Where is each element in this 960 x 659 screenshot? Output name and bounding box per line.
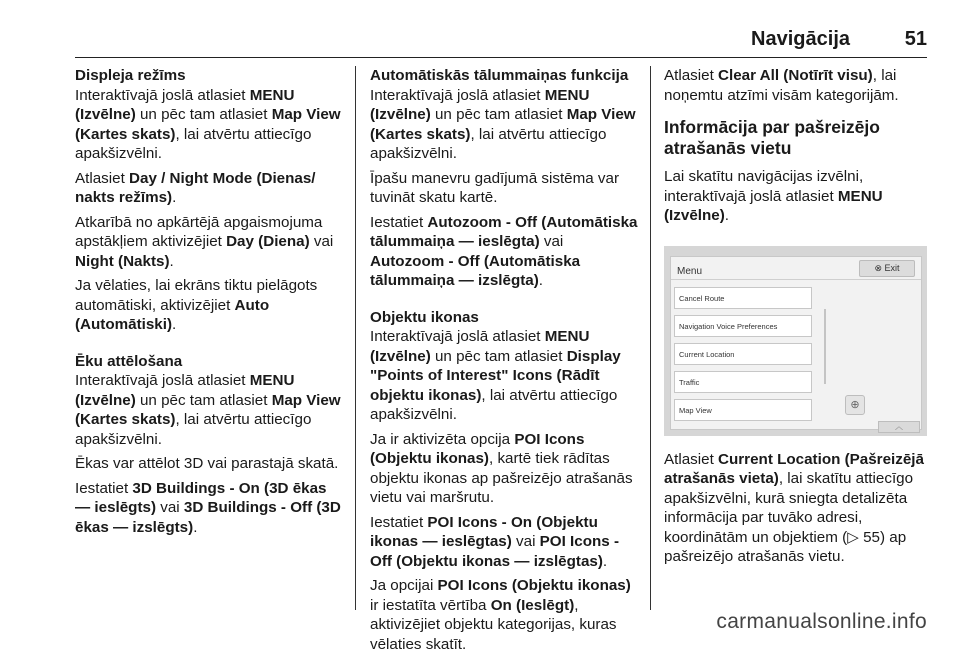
menu-item: Navigation Voice Preferences — [674, 315, 812, 337]
paragraph: Atlasiet Day / Night Mode (Dienas/ nakts režīms). — [75, 169, 316, 206]
paragraph: Atlasiet Clear All (Notīrīt visu), lai noņemtu atzīmi visām kategorijām. — [664, 67, 899, 104]
menu-item: Traffic — [674, 371, 812, 393]
menu-screenshot — [664, 246, 927, 436]
column-3 — [664, 66, 927, 572]
infotainment-screen — [670, 256, 922, 430]
menu-item: Cancel Route — [674, 287, 812, 309]
heading-autozoom: Automātiskās tālummaiņas funkcija — [370, 67, 629, 84]
paragraph: Ja ir aktivizēta opcija POI Icons (Objektu ikonas), kartē tiek rādītas objektu ikonas ap pašreizējo atrašanās vietu vai maršrutu. — [370, 430, 633, 506]
paragraph: Lai skatītu navigācijas izvēlni, interaktīvajā joslā atlasiet MENU (Izvēlne). — [664, 168, 883, 224]
page-number: 51 — [904, 28, 927, 50]
paragraph: Interaktīvajā joslā atlasiet MENU (Izvēlne) un pēc tam atlasiet Map View (Kartes skats), lai atvērtu attiecīgo apakšizvēlni. — [75, 372, 341, 448]
heading-poi-icons: Objektu ikonas — [370, 308, 479, 326]
section-title: Navigācija — [751, 28, 850, 50]
column-divider — [650, 66, 651, 610]
watermark: carmanualsonline.info — [716, 610, 927, 633]
exit-button: ⊗ Exit — [859, 260, 915, 277]
header-rule — [75, 57, 927, 58]
heading-display-mode: Displeja režīms — [75, 67, 186, 84]
heading-buildings: Ēku attēlošana — [75, 352, 183, 370]
paragraph: Iestatiet 3D Buildings - On (3D ēkas — ieslēgts) vai 3D Buildings - Off (3D ēkas — izslēgts). — [75, 479, 341, 536]
paragraph: Ja vēlaties, lai ekrāns tiktu pielāgots automātiski, aktivizējiet Auto (Automātiski). — [75, 277, 318, 333]
paragraph: Atkarībā no apkārtējā apgaismojuma apstākļiem aktivizējiet Day (Diena) vai Night (Nakts). — [75, 213, 334, 270]
heading-current-location-info: Informācija par pašreizējo atrašanās vietu — [664, 117, 880, 158]
paragraph: Atlasiet Current Location (Pašreizējā atrašanās vieta), lai skatītu attiecīgo apakšizvēlni, kurā sniegta detalizēta informācija par tuvāko adresi, koordinātām un objektiem (▷ 55) ap pašreizējo atrašanās vietu. — [664, 450, 924, 565]
paragraph: Interaktīvajā joslā atlasiet MENU (Izvēlne) un pēc tam atlasiet Map View (Kartes skats), lai atvērtu attiecīgo apakšizvēlni. — [370, 86, 636, 162]
paragraph: Iestatiet POI Icons - On (Objektu ikonas — ieslēgtas) vai POI Icons - Off (Objektu ikonas — izslēgtas). — [370, 513, 619, 570]
navigation-arrow-icon: ⊕ — [845, 395, 865, 415]
paragraph: Ja opcijai POI Icons (Objektu ikonas) ir iestatīta vērtība On (Ieslēgt), aktivizējiet objektu kategorijas, kuras vēlaties skatīt. — [370, 577, 631, 653]
column-1 — [75, 66, 345, 542]
column-2 — [370, 66, 638, 659]
paragraph: Iestatiet Autozoom - Off (Automātiska tālummaiņa — ieslēgta) vai Autozoom - Off (Automātiska tālummaiņa — izslēgta). — [370, 213, 638, 289]
paragraph: Ēkas var attēlot 3D vai parastajā skatā. — [75, 455, 339, 472]
paragraph: Interaktīvajā joslā atlasiet MENU (Izvēlne) un pēc tam atlasiet Map View (Kartes skats), lai atvērtu attiecīgo apakšizvēlni. — [75, 86, 341, 162]
paragraph: Interaktīvajā joslā atlasiet MENU (Izvēlne) un pēc tam atlasiet Display "Points of Interest" Icons (Rādīt objektu ikonas), lai atvērtu attiecīgo apakšizvēlni. — [370, 328, 621, 423]
screen-title: Menu — [677, 265, 703, 277]
screen-title-bar — [671, 257, 921, 280]
menu-item: Map View — [674, 399, 812, 421]
menu-item: Current Location — [674, 343, 812, 365]
column-divider — [355, 66, 356, 610]
exit-icon: ⊗ — [874, 262, 885, 273]
page-reference-icon: ▷ — [847, 528, 864, 546]
paragraph: Īpašu manevru gadījumā sistēma var tuvināt skatu kartē. — [370, 169, 620, 206]
scrollbar-track — [824, 309, 826, 384]
chevron-up-icon: ︿ — [878, 421, 920, 433]
